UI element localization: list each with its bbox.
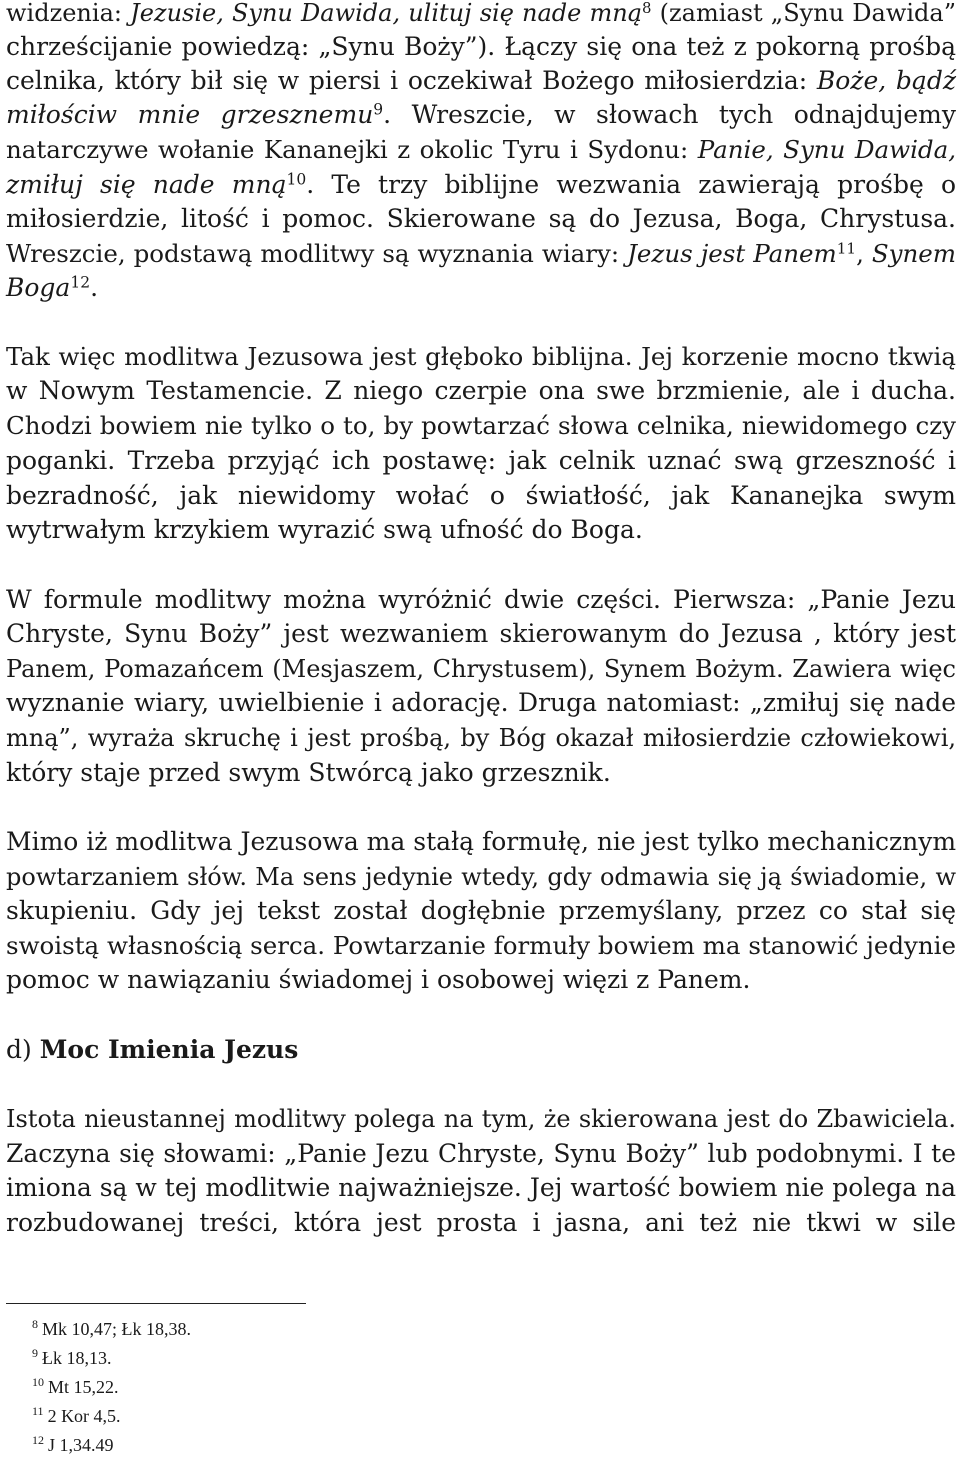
text-line: poganki. Trzeba przyjąć ich postawę: jak celnik uznać swą grzeszność i	[6, 446, 956, 475]
footnote: $^{10}$ Mt 15,22.	[32, 1375, 119, 1397]
text-line: Panem, Pomazańcem (Mesjaszem, Chrystusem), Synem Bożym. Zawiera więc	[6, 655, 956, 683]
text-line: bezradność, jak niewidomy wołać o światłość, jak Kananejka swym	[6, 481, 956, 510]
footnote: $^9$ Łk 18,13.	[32, 1346, 112, 1368]
footnote: $^8$ Mk 10,47; Łk 18,38.	[32, 1317, 192, 1339]
footnote-separator	[6, 1303, 306, 1304]
text-line: swoistą własnością serca. Powtarzanie formuły bowiem ma stanowić jedynie	[6, 931, 956, 960]
text-line: wytrwałym krzykiem wyrazić swą ufność do Boga.	[6, 515, 643, 544]
text-line: chrześcijanie powiedzą: „Synu Boży”). Łączy się ona też z pokorną prośbą	[6, 32, 956, 61]
footnote: $^{11}$ 2 Kor 4,5.	[32, 1404, 121, 1426]
text-line: Wreszcie, podstawą modlitwy są wyznania wiary: Jezus jest Panem$^{11}$, Synem	[6, 239, 956, 268]
text-line: Boga$^{12}$.	[6, 273, 99, 302]
text-line: Mimo iż modlitwa Jezusowa ma stałą formułę, nie jest tylko mechanicznym	[6, 827, 957, 856]
text-line: Tak więc modlitwa Jezusowa jest głęboko biblijna. Jej korzenie mocno tkwią	[6, 342, 956, 371]
text-line: Zaczyna się słowami: „Panie Jezu Chryste, Synu Boży” lub podobnymi. I te	[6, 1139, 956, 1168]
text-line: pomoc w nawiązaniu świadomej i osobowej więzi z Panem.	[6, 965, 751, 994]
footnote-ref: 11	[836, 239, 857, 258]
text-line: rozbudowanej treści, która jest prosta i jasna, ani też nie tkwi w sile	[6, 1208, 956, 1237]
text-line: Chodzi bowiem nie tylko o to, by powtarzać słowa celnika, niewidomego czy	[6, 411, 956, 440]
section-heading: d) Moc Imienia Jezus	[6, 1035, 299, 1064]
text-line: skupieniu. Gdy jej tekst został dogłębnie przemyślany, przez co stał się	[6, 896, 956, 925]
text-line: powtarzaniem słów. Ma sens jedynie wtedy, gdy odmawia się ją świadomie, w	[6, 863, 956, 891]
footnote: $^{12}$ J 1,34.49	[32, 1433, 114, 1455]
text-line: Istota nieustannej modlitwy polega na tym, że skierowana jest do Zbawiciela.	[6, 1105, 956, 1133]
text-line: który staje przed swym Stwórcą jako grzesznik.	[6, 758, 611, 787]
footnote-ref: 8	[642, 0, 652, 17]
text-line: wyznanie wiary, uwielbienie i adorację. Druga natomiast: „zmiłuj się nade	[6, 688, 956, 717]
text-line: natarczywe wołanie Kananejki z okolic Tyru i Sydonu: Panie, Synu Dawida,	[6, 135, 956, 164]
text-line: miłosierdzie, litość i pomoc. Skierowane są do Jezusa, Boga, Chrystusa.	[6, 204, 956, 233]
text-line: imiona są w tej modlitwie najważniejsze. Jej wartość bowiem nie polega na	[6, 1173, 956, 1202]
text-line: Chryste, Synu Boży” jest wezwaniem skierowanym do Jezusa , który jest	[6, 619, 956, 648]
footnote-ref: 10	[286, 170, 307, 189]
footnote-ref: 12	[70, 273, 91, 292]
text-line: w Nowym Testamencie. Z niego czerpie ona swe brzmienie, ale i ducha.	[6, 376, 956, 405]
footnote-ref: 9	[373, 100, 384, 119]
text-line: zmiłuj się nade mną$^{10}$. Te trzy biblijne wezwania zawierają prośbę o	[6, 170, 956, 199]
text-line: miłościw mnie grzesznemu$^9$. Wreszcie, w słowach tych odnajdujemy	[6, 100, 956, 129]
text-line: W formule modlitwy można wyróżnić dwie części. Pierwsza: „Panie Jezu	[6, 585, 956, 614]
text-line: celnika, który bił się w piersi i oczekiwał Bożego miłosierdzia: Boże, bądź	[6, 66, 956, 95]
text-line: mną”, wyraża skruchę i jest prośbą, by Bóg okazał miłosierdzie człowiekowi,	[6, 724, 956, 752]
text-line: widzenia: Jezusie, Synu Dawida, ulituj się nade mną$^8$ (zamiast „Synu Dawida”	[6, 0, 956, 27]
